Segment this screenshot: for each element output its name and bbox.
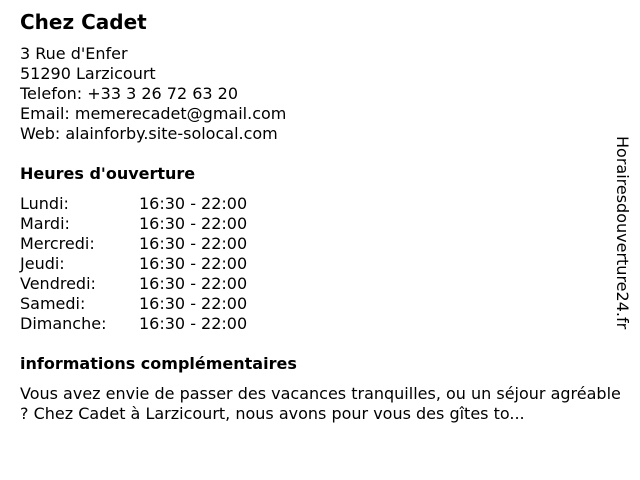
day-label: Jeudi: (20, 254, 65, 273)
time-range: 16:30 - 22:00 (139, 274, 248, 293)
time-range: 16:30 - 22:00 (139, 194, 248, 213)
address-city: 51290 Larzicourt (20, 64, 156, 83)
day-label: Mardi: (20, 214, 70, 233)
email-line: Email: memerecadet@gmail.com (20, 104, 287, 123)
phone-line: Telefon: +33 3 26 72 63 20 (20, 84, 239, 103)
additional-info-heading: informations complémentaires (20, 354, 297, 373)
opening-hours-table (20, 194, 247, 334)
time-range: 16:30 - 22:00 (139, 254, 248, 273)
address-street: 3 Rue d'Enfer (20, 44, 128, 63)
site-watermark: Horairesdouverture24.fr (613, 136, 632, 330)
hours-row-thursday (20, 254, 247, 274)
additional-info-text: Vous avez envie de passer des vacances tranquilles, ou un séjour agréable ? Chez Cadet à Larzicourt, nous avons pour vous des gîtes to... (20, 384, 621, 423)
day-label: Mercredi: (20, 234, 95, 253)
time-range: 16:30 - 22:00 (139, 294, 248, 313)
opening-hours-heading: Heures d'ouverture (20, 164, 196, 183)
time-range: 16:30 - 22:00 (139, 234, 248, 253)
day-label: Lundi: (20, 194, 69, 213)
hours-row-sunday (20, 314, 247, 334)
business-name: Chez Cadet (20, 10, 147, 34)
hours-row-wednesday (20, 234, 247, 254)
time-range: 16:30 - 22:00 (139, 314, 248, 333)
contact-block (20, 44, 286, 144)
time-range: 16:30 - 22:00 (139, 214, 248, 233)
hours-row-tuesday (20, 214, 247, 234)
hours-row-monday (20, 194, 247, 214)
day-label: Vendredi: (20, 274, 96, 293)
web-line: Web: alainforby.site-solocal.com (20, 124, 278, 143)
hours-row-friday (20, 274, 247, 294)
day-label: Dimanche: (20, 314, 107, 333)
hours-row-saturday (20, 294, 247, 314)
day-label: Samedi: (20, 294, 86, 313)
